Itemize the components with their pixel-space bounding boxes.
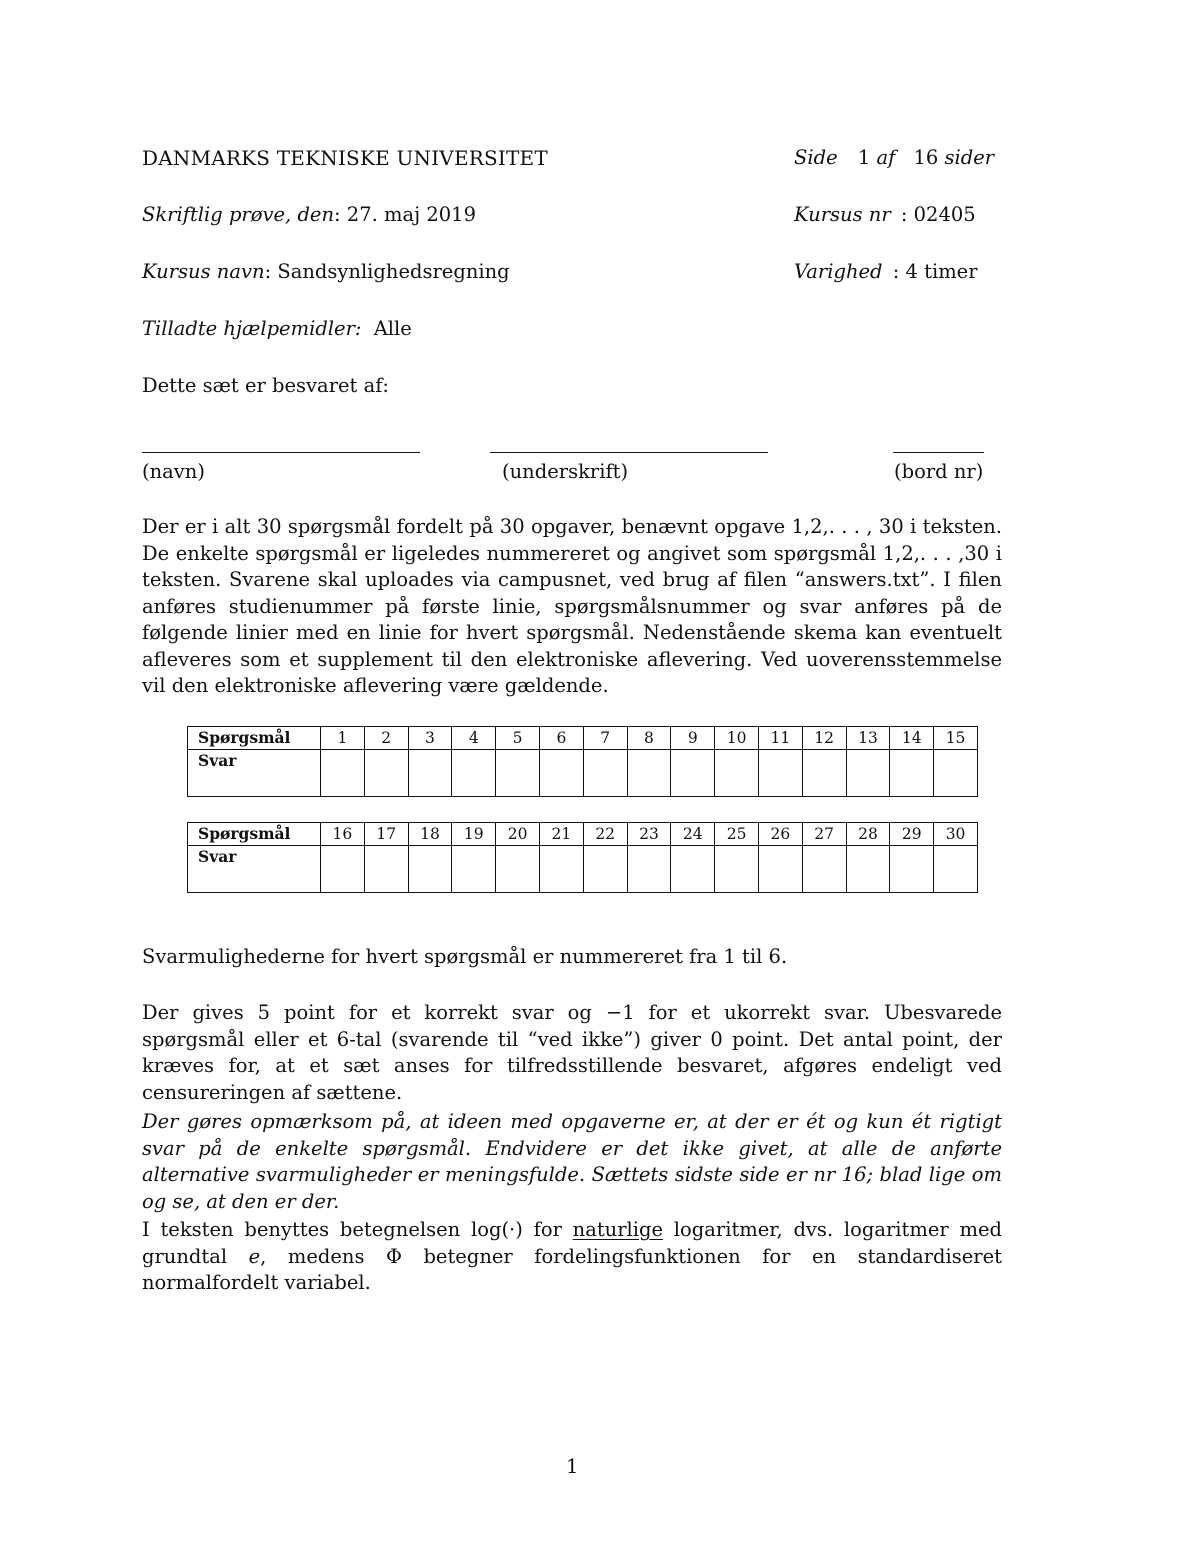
question-number-cell: 4	[452, 727, 496, 750]
answer-cell[interactable]	[539, 750, 583, 797]
answer-cell[interactable]	[802, 846, 846, 893]
question-number-cell: 13	[846, 727, 890, 750]
notation-underlined: naturlige	[572, 1218, 664, 1241]
exam-date: : 27. maj 2019	[334, 203, 476, 226]
university-name: DANMARKS TEKNISKE UNIVERSITET	[142, 146, 548, 170]
duration-label: Varighed	[794, 260, 883, 283]
question-number-cell: 2	[364, 727, 408, 750]
answer-cell[interactable]	[934, 846, 978, 893]
answer-cell[interactable]	[408, 750, 452, 797]
options-text: Svarmulighederne for hvert spørgsmål er nummereret fra 1 til 6.	[142, 945, 788, 968]
question-row	[188, 823, 978, 846]
page-label: Side	[794, 146, 838, 169]
answer-cell[interactable]	[627, 846, 671, 893]
question-number-cell: 15	[934, 727, 978, 750]
answer-cell[interactable]	[364, 750, 408, 797]
notation-part3: , medens Φ betegner fordelingsfunktionen for en standardiseret normalfordelt variabel.	[142, 1244, 1002, 1294]
notation-e: e	[248, 1244, 261, 1268]
question-number-cell: 1	[321, 727, 365, 750]
question-number-cell: 29	[890, 823, 934, 846]
answer-cell[interactable]	[452, 750, 496, 797]
intro-paragraph: Der er i alt 30 spørgsmål fordelt på 30 opgaver, benævnt opgave 1,2,. . . , 30 i teksten. De enkelte spørgsmål er ligeledes nummereret og angivet som spørgsmål 1,2,. . . ,30 i teksten. Svarene skal uploades via campusnet, ved brug af filen “answers.txt”. I filen anføres studienummer på første linie, spørgsmålsnummer og svar anføres på de følgende linier med en linie for hvert spørgsmål. Nedenstående skema kan eventuelt afleveres som et supplement til den elektroniske aflevering. Ved uoverensstemmelse vil den elektroniske aflevering være gældende.	[142, 515, 1002, 697]
answer-cell[interactable]	[671, 750, 715, 797]
answer-label: Svar	[188, 846, 321, 893]
answer-cell[interactable]	[452, 846, 496, 893]
answer-cell[interactable]	[890, 846, 934, 893]
question-number-cell: 6	[539, 727, 583, 750]
answer-cell[interactable]	[758, 750, 802, 797]
answer-row	[188, 750, 978, 797]
course-number-label: Kursus nr	[794, 203, 891, 226]
course-number-line	[794, 203, 976, 226]
question-number-cell: 27	[802, 823, 846, 846]
question-label: Spørgsmål	[188, 727, 321, 750]
question-number-cell: 26	[758, 823, 802, 846]
aids-value: Alle	[373, 317, 412, 340]
of-label: af	[876, 146, 896, 169]
answer-cell[interactable]	[496, 846, 540, 893]
question-number-cell: 16	[321, 823, 365, 846]
answer-cell[interactable]	[364, 846, 408, 893]
scoring-paragraph: Der gives 5 point for et korrekt svar og −1 for et ukorrekt svar. Ubesvarede spørgsmål eller et 6-tal (svarende til “ved ikke”) giver 0 point. Det antal point, der kræves for, at et sæt anses for tilfredsstillende besvaret, afgøres endeligt ved censureringen af sættene.	[142, 1001, 1002, 1104]
answer-cell[interactable]	[539, 846, 583, 893]
footer-page-number: 1	[566, 1455, 579, 1478]
question-label: Spørgsmål	[188, 823, 321, 846]
answer-cell[interactable]	[846, 846, 890, 893]
answer-table-2	[187, 822, 978, 893]
answer-cell[interactable]	[321, 750, 365, 797]
answer-cell[interactable]	[715, 750, 759, 797]
question-number-cell: 7	[583, 727, 627, 750]
answer-table-1	[187, 726, 978, 797]
aids-label: Tilladte hjælpemidler:	[142, 317, 362, 340]
answer-cell[interactable]	[627, 750, 671, 797]
question-number-cell: 18	[408, 823, 452, 846]
answer-label: Svar	[188, 750, 321, 797]
exam-label: Skriftlig prøve, den	[142, 203, 335, 226]
duration: : 4 timer	[892, 260, 978, 283]
question-number-cell: 24	[671, 823, 715, 846]
answer-cell[interactable]	[496, 750, 540, 797]
question-number-cell: 11	[758, 727, 802, 750]
answer-cell[interactable]	[846, 750, 890, 797]
table-number-caption: (bord nr)	[894, 460, 984, 483]
question-number-cell: 12	[802, 727, 846, 750]
question-number-cell: 23	[627, 823, 671, 846]
question-number-cell: 25	[715, 823, 759, 846]
duration-line	[794, 260, 978, 283]
answer-cell[interactable]	[583, 846, 627, 893]
answer-cell[interactable]	[934, 750, 978, 797]
answer-cell[interactable]	[321, 846, 365, 893]
notation-part2: logaritmer, dvs. logaritmer med grundtal	[142, 1218, 1002, 1268]
answer-cell[interactable]	[802, 750, 846, 797]
answer-cell[interactable]	[671, 846, 715, 893]
name-caption: (navn)	[142, 460, 205, 483]
question-number-cell: 22	[583, 823, 627, 846]
question-number-cell: 20	[496, 823, 540, 846]
pages-label: sider	[944, 146, 995, 169]
table-number-line[interactable]	[893, 452, 984, 453]
course-name-label: Kursus navn	[142, 260, 265, 283]
question-row	[188, 727, 978, 750]
notation-paragraph	[142, 1217, 1002, 1297]
question-number-cell: 17	[364, 823, 408, 846]
notation-part1: I teksten benyttes betegnelsen log(·) for	[142, 1218, 573, 1241]
answer-cell[interactable]	[715, 846, 759, 893]
signature-caption: (underskrift)	[502, 460, 629, 483]
answer-cell[interactable]	[758, 846, 802, 893]
question-number-cell: 21	[539, 823, 583, 846]
question-number-cell: 14	[890, 727, 934, 750]
question-number-cell: 28	[846, 823, 890, 846]
exam-date-line	[142, 203, 476, 226]
answer-cell[interactable]	[583, 750, 627, 797]
answer-row	[188, 846, 978, 893]
question-number-cell: 5	[496, 727, 540, 750]
aids-line	[142, 317, 412, 340]
name-line[interactable]	[142, 452, 420, 453]
answer-cell[interactable]	[408, 846, 452, 893]
question-number-cell: 30	[934, 823, 978, 846]
answered-by-text: Dette sæt er besvaret af:	[142, 374, 389, 397]
page-indicator	[794, 146, 994, 169]
page-number: 1	[857, 146, 871, 169]
question-number-cell: 3	[408, 727, 452, 750]
course-number: : 02405	[900, 203, 976, 226]
question-number-cell: 19	[452, 823, 496, 846]
signature-line[interactable]	[490, 452, 768, 453]
page-total: 16	[913, 146, 939, 169]
course-name-line	[142, 260, 510, 283]
answer-cell[interactable]	[890, 750, 934, 797]
note-paragraph: Der gøres opmærksom på, at ideen med opgaverne er, at der er ét og kun ét rigtigt svar på de enkelte spørgsmål. Endvidere er det ikke givet, at alle de anførte alternative svarmuligheder er meningsfulde. Sættets sidste side er nr 16; blad lige om og se, at den er der.	[142, 1110, 1002, 1213]
question-number-cell: 8	[627, 727, 671, 750]
question-number-cell: 9	[671, 727, 715, 750]
question-number-cell: 10	[715, 727, 759, 750]
course-name: : Sandsynlighedsregning	[264, 260, 510, 283]
